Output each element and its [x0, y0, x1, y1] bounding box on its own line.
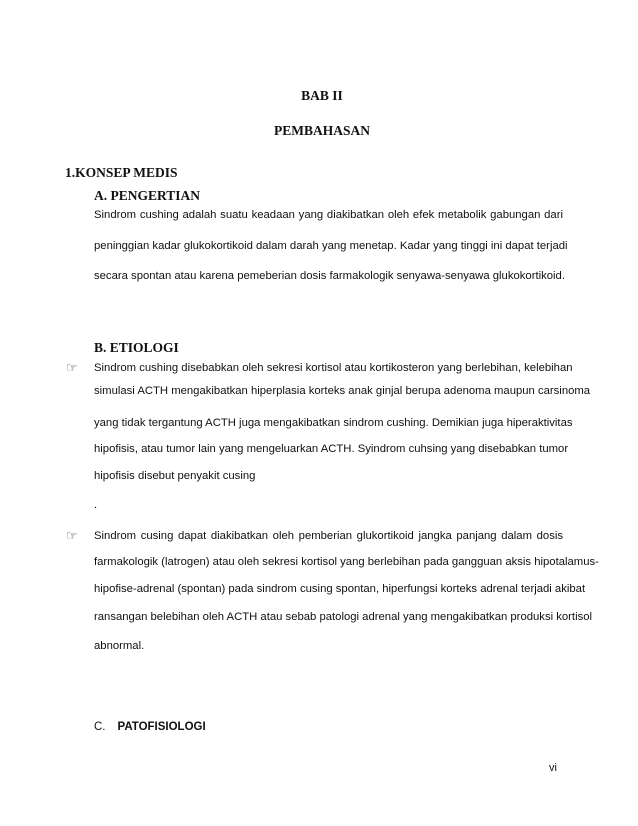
subsection-heading-patofisiologi — [94, 721, 206, 733]
paragraph-line: Sindrom cusing dapat diakibatkan oleh pemberian glukortikoid jangka panjang dalam dosis — [94, 530, 563, 542]
paragraph-line: ransangan belebihan oleh ACTH atau sebab patologi adrenal yang mengakibatkan produksi kortisol — [94, 611, 593, 623]
subsection-heading-pengertian: A. PENGERTIAN — [94, 188, 201, 203]
paragraph-line: abnormal. — [94, 640, 145, 652]
pointing-hand-icon: ☞ — [66, 528, 78, 543]
section-heading: 1.KONSEP MEDIS — [65, 165, 178, 180]
paragraph-line: Sindrom cushing disebabkan oleh sekresi kortisol atau kortikosteron yang berlebihan, kelebihan — [94, 362, 573, 374]
subsection-heading-etiologi: B. ETIOLOGI — [94, 340, 179, 355]
pointing-hand-icon: ☞ — [66, 360, 78, 375]
paragraph-line: hipofise-adrenal (spontan) pada sindrom cusing spontan, hiperfungsi korteks adrenal terjadi akibat — [94, 583, 586, 595]
page-number: vi — [549, 762, 557, 774]
subsection-title: PATOFISIOLOGI — [117, 721, 206, 733]
subsection-letter: C. — [94, 721, 106, 733]
paragraph-line: peninggian kadar glukokortikoid dalam darah yang menetap. Kadar yang tinggi ini dapat terjadi — [94, 240, 568, 252]
paragraph-line: hipofisis, atau tumor lain yang mengeluarkan ACTH. Syindrom cuhsing yang disebabkan tumor — [94, 443, 569, 455]
chapter-label: BAB II — [301, 88, 343, 103]
paragraph-line: simulasi ACTH mengakibatkan hiperplasia korteks anak ginjal berupa adenoma maupun carsinoma — [94, 385, 591, 397]
paragraph-line: secara spontan atau karena pemeberian dosis farmakologik senyawa-senyawa glukokortikoid. — [94, 270, 565, 282]
chapter-title: PEMBAHASAN — [273, 123, 370, 138]
paragraph-line: . — [94, 499, 98, 511]
paragraph-line: yang tidak tergantung ACTH juga mengakibatkan sindrom cushing. Demikian juga hiperaktivitas — [94, 417, 573, 429]
paragraph-line: farmakologik (latrogen) atau oleh sekresi kortisol yang berlebihan pada gangguan aksis hipotalamus- — [94, 556, 599, 568]
paragraph-line: hipofisis disebut penyakit cusing — [94, 470, 256, 482]
paragraph-line: Sindrom cushing adalah suatu keadaan yang diakibatkan oleh efek metabolik gabungan dari — [94, 209, 563, 221]
